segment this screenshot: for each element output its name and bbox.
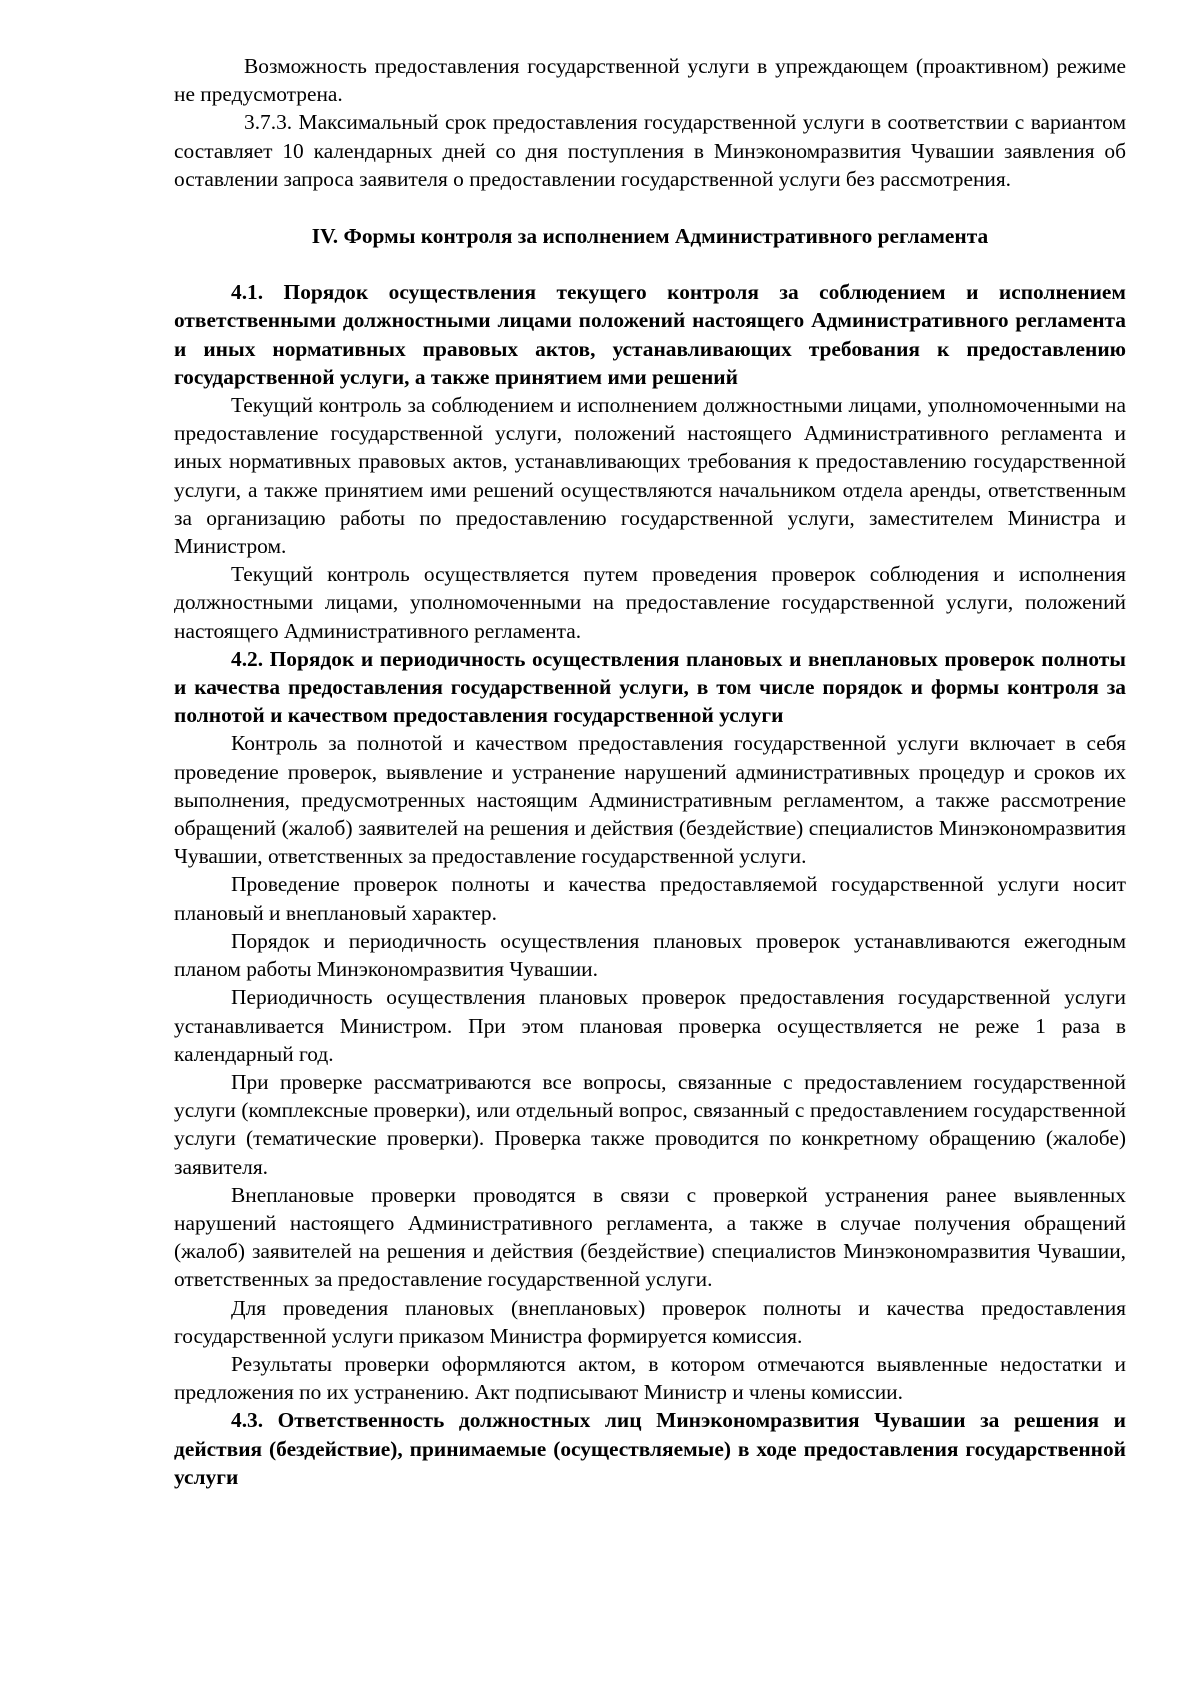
paragraph-current-control: Текущий контроль за соблюдением и исполнением должностными лицами, уполномоченными на предоставление государственной услуги, положений настоящего Административного регламента и иных нормативных правовых актов, устанавливающих требования к предоставлению государственной услуги, а также принятием ими решений осуществляются начальником отдела аренды, ответственным за организацию работы по предоставлению государственной услуги, заместителем Министра и Министром. [174,393,1126,559]
paragraph-proactive-mode: Возможность предоставления государственной услуги в упреждающем (проактивном) режиме не предусмотрена. [174,54,1126,107]
paragraph-check-results: Результаты проверки оформляются актом, в котором отмечаются выявленные недостатки и предложения по их устранению. Акт подписывают Министр и члены комиссии. [174,1351,1126,1405]
paragraph-check-scope: При проверке рассматриваются все вопросы, связанные с предоставлением государственной услуги (комплексные проверки), или отдельный вопрос, связанный с предоставлением государственной услуги (тематические проверки). Проверка также проводится по конкретному обращению (жалобе) заявителя. [174,1069,1126,1179]
heading-4-1: 4.1. Порядок осуществления текущего контроля за соблюдением и исполнением ответственными должностными лицами положений настоящего Административного регламента и иных нормативных правовых актов, устанавливающих требования к предоставлению государственной услуги, а также принятием ими решений [174,280,1126,389]
paragraph-check-frequency: Периодичность осуществления плановых проверок предоставления государственной услуги устанавливается Министром. При этом плановая проверка осуществляется не реже 1 раза в календарный год. [174,985,1126,1066]
heading-4-2: 4.2. Порядок и периодичность осуществления плановых и внеплановых проверок полноты и качества предоставления государственной услуги, в том числе порядок и формы контроля за полнотой и качеством предоставления государственной услуги [174,646,1126,728]
paragraph-control-checks: Текущий контроль осуществляется путем проведения проверок соблюдения и исполнения должностными лицами, уполномоченными на предоставление государственной услуги, положений настоящего Административного регламента. [174,562,1126,643]
document-page [174,52,1126,1491]
paragraph-unscheduled-checks: Внеплановые проверки проводятся в связи с проверкой устранения ранее выявленных нарушений настоящего Административного регламента, а также в случае получения обращений (жалоб) заявителей на решения и действия (бездействие) специалистов Минэкономразвития Чувашии, ответственных за предоставление государственной услуги. [174,1182,1126,1292]
paragraph-check-schedule: Порядок и периодичность осуществления плановых проверок устанавливаются ежегодным планом работы Минэкономразвития Чувашии. [174,928,1126,982]
section-title-iv: IV. Формы контроля за исполнением Административного регламента [311,224,989,249]
paragraph-check-types: Проведение проверок полноты и качества предоставляемой государственной услуги носит плановый и внеплановый характер. [174,872,1126,925]
paragraph-3-7-3: 3.7.3. Максимальный срок предоставления государственной услуги в соответствии с вариантом составляет 10 календарных дней со дня поступления в Минэкономразвития Чувашии заявления об оставлении запроса заявителя о предоставлении государственной услуги без рассмотрения. [174,110,1126,191]
paragraph-commission: Для проведения плановых (внеплановых) проверок полноты и качества предоставления государственной услуги приказом Министра формируется комиссия. [174,1295,1126,1348]
paragraph-quality-control: Контроль за полнотой и качеством предоставления государственной услуги включает в себя проведение проверок, выявление и устранение нарушений административных процедур и сроков их выполнения, предусмотренных настоящим Административным регламентом, а также рассмотрение обращений (жалоб) заявителей на решения и действия (бездействие) специалистов Минэкономразвития Чувашии, ответственных за предоставление государственной услуги. [174,731,1126,869]
heading-4-3: 4.3. Ответственность должностных лиц Минэкономразвития Чувашии за решения и действия (бездействие), принимаемые (осуществляемые) в ходе предоставления государственной услуги [174,1408,1126,1489]
